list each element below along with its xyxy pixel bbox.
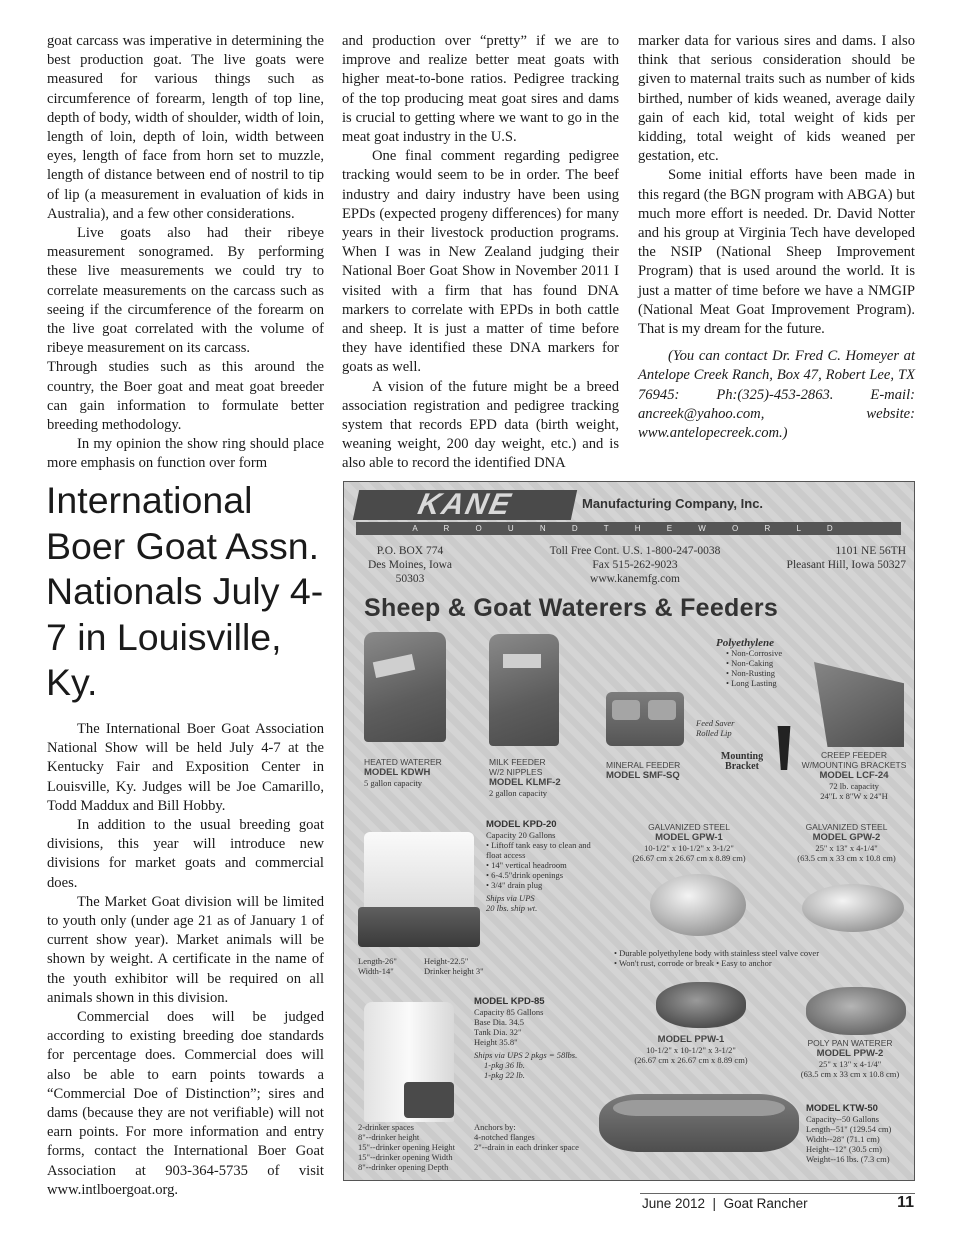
polyethylene-features: Polyethylene • Non-Corrosive • Non-Caking • Non-Rusting • Long Lasting — [716, 637, 783, 688]
kpd20-spec: MODEL KPD-20 Capacity 20 Gallons • Liftoff tank easy to clean and float access • 14" vertical headroom • 6-4.5"drink openings • 3/4" drain plug Ships via UPS 20 lbs. ship wt. — [486, 819, 591, 913]
kane-advertisement — [343, 481, 915, 1181]
paragraph: marker data for various sires and dams. I also think that serious consideration should be given to maternal traits such as number of kids birthed, number of kids weaned, average daily gain of each kid, total weight of kids per kidding, total weight of kids weaned per gestation, etc. — [638, 33, 915, 165]
kpd85-anchor-specs: Anchors by: 4-notched flanges 2"--drain in each drinker space — [474, 1122, 579, 1152]
kpd85-spec: MODEL KPD-85 Capacity 85 Gallons Base Dia. 34.5 Tank Dia. 32" Height 35.8" Ships via UPS 2 pkgs = 58lbs. 1-pkg 36 lb. 1-pkg 22 lb. — [474, 996, 578, 1080]
gpw1-label: GALVANIZED STEEL MODEL GPW-1 10-1/2" x 10-1/2" x 3-1/2" (26.67 cm x 26.67 cm x 8.89 cm) — [632, 822, 746, 863]
milk-feeder-image — [489, 634, 559, 746]
paragraph: Through studies such as this around the country, the Boer goat and meat goat breeder can gain information to formulate better breeding methodology. — [47, 359, 324, 434]
author-contact: (You can contact Dr. Fred C. Homeyer at Antelope Creek Ranch, Box 47, Robert Lee, TX 76945: Ph:(325)-453-2863. E-mail: ancreek@yahoo.com, website: www.antelopecreek.com.) — [638, 348, 915, 442]
kpd20-dimensions: Length-26" Width-14" — [358, 956, 397, 976]
smf-label: MINERAL FEEDER MODEL SMF-SQ — [606, 760, 681, 781]
issue-label: June 2012 | Goat Rancher — [642, 1196, 808, 1211]
article-column-2 — [342, 32, 619, 474]
paragraph: and production over “pretty” if we are to improve and realize better meat goats with higher meat-to-bone ratios. Pedigree tracking of the top producing meat goat sires and dams is crucial to getting where we want to go in the meat goat industry in the U.S. — [342, 33, 619, 146]
paragraph: In addition to the usual breeding goat divisions, this year will introduce new divisions for market goats and commercial does. — [47, 817, 324, 891]
article-column-3 — [638, 32, 915, 443]
mounting-bracket-image — [776, 726, 792, 770]
kane-logo: KANE — [353, 490, 577, 520]
contact-info: Toll Free Cont. U.S. 1-800-247-0038 Fax 515-262-9023 www.kanemfg.com — [549, 545, 721, 585]
lcf-label: CREEP FEEDER W/MOUNTING BRACKETS MODEL LCF-24 72 lb. capacity 24"L x 8"W x 24"H — [801, 750, 907, 801]
kdwh-label: HEATED WATERER MODEL KDWH 5 gallon capacity — [364, 757, 442, 788]
ppw1-pan-image — [656, 982, 746, 1028]
heated-waterer-image — [364, 632, 446, 742]
address-po-box: P.O. BOX 774 Des Moines, Iowa 50303 — [368, 545, 452, 585]
page-number: 11 — [897, 1194, 914, 1211]
kpd20-heights: Height-22.5" Drinker height 3" — [424, 956, 484, 976]
page-footer — [642, 1196, 914, 1211]
address-street: 1101 NE 56TH Pleasant Hill, Iowa 50327 — [786, 545, 906, 571]
feed-saver-label: Feed Saver Rolled Lip — [696, 718, 735, 738]
ppw2-pan-image — [806, 987, 906, 1035]
paragraph: Some initial efforts have been made in this regard (the BGN program with ABGA) but much more effort is needed. Dr. David Notter and his group at Virginia Tech have developed the NSIP (National Sheep Improvement Program) that is used around the world. It is just a matter of time before we have a NMGIP (National Meat Goat Improvement Program). That is my dream for the future. — [638, 167, 915, 338]
footer-rule — [640, 1193, 915, 1194]
paragraph: In my opinion the show ring should place more emphasis on function over form — [47, 436, 324, 472]
ppw1-label: MODEL PPW-1 10-1/2" x 10-1/2" x 3-1/2" (26.67 cm x 26.67 cm x 8.89 cm) — [634, 1034, 748, 1065]
klmf-label: MILK FEEDER W/2 NIPPLES MODEL KLMF-2 2 gallon capacity — [489, 757, 561, 798]
article-headline: International Boer Goat Assn. Nationals July 4-7 in Louisville, Ky. — [46, 479, 324, 703]
paragraph: Commercial does will be judged according to existing breeding doe standards for percentage does. Commercial does will also be able to earn points towards a “Commercial Doe of Distinction”; sires and dams (because they are not verifiable) will not earn points. For more information and entry forms, contact the International Boer Goat Association at 903-364-5735 of visit www.intlboergoat.org. — [47, 1009, 324, 1198]
article-column-1 — [47, 32, 324, 474]
paragraph: A vision of the future might be a breed association registration and pedigree tracking system that records EPD data (birth weight, weaning weight, 200 day weight, etc.) and is also able to record the identified DNA — [342, 378, 619, 472]
gpw1-bowl-image — [650, 874, 746, 936]
ibga-article — [47, 720, 324, 1200]
mineral-feeder-image — [606, 692, 684, 746]
gpw2-bowl-image — [802, 884, 904, 932]
kpd20-base-image — [358, 907, 480, 947]
ktw-tank-image — [599, 1094, 799, 1152]
ktw-spec: MODEL KTW-50 Capacity--50 Gallons Length--51" (129.54 cm) Width--28" (71.1 cm) Height--12" (30.5 cm) Weight--16 lbs. (7.3 cm) — [806, 1103, 892, 1164]
paragraph: One final comment regarding pedigree tracking would seem to be in order. The beef industry and dairy industry have been using EPDs (expected progeny differences) for many years in their livestock production programs. When I was in New Zealand judging their National Boer Goat Show in November 2011 I visited with a firm that has found DNA markers to correlate with EPDs in both cattle and sheep. It is just a matter of time before they have identified these DNA markers for goats as well. — [342, 148, 619, 376]
gpw-notes: • Durable polyethylene body with stainless steel valve cover • Won't rust, corrode or break • Easy to anchor — [614, 948, 820, 968]
mounting-bracket-label: Mounting Bracket — [720, 751, 764, 772]
paragraph: The International Boer Goat Association National Show will be held July 4-7 at the Kentucky Fair and Exposition Center in Louisville, Ky. Judges will be Joe Camarillo, Todd Maddux and Bill Hobby. — [47, 721, 324, 814]
ad-title: Sheep & Goat Waterers & Feeders — [364, 594, 779, 622]
creep-feeder-image — [814, 662, 904, 747]
tagline-bar: A R O U N D T H E W O R L D — [356, 522, 901, 535]
kpd20-tank-image — [364, 832, 474, 912]
paragraph: The Market Goat division will be limited to youth only (under age 21 as of January 1 of current show year). Market animals will be shown by weight. A certificate in the name of the youth exhibitor will be required on all animals shown in this division. — [47, 893, 324, 1006]
gpw2-label: GALVANIZED STEEL MODEL GPW-2 25" x 13" x 4-1/4" (63.5 cm x 33 cm x 10.8 cm) — [797, 822, 896, 863]
company-name: Manufacturing Company, Inc. — [582, 496, 764, 511]
paragraph: Live goats also had their ribeye measurement sonogramed. By performing these live measurements we could try to correlate measurements on the carcass such as seeing if the circumference of the forearm on the live goat correlated with the volume of ribeye measurement on its carcass. — [47, 225, 324, 357]
paragraph: goat carcass was imperative in determining the best production goat. The live goats were measured for various things such as circumference of forearm, length of top line, depth of body, width of shoulder, width of loin, length of loin, depth of loin, width between eyes, length of face from horn set to muzzle, length of distance between end of nostril to tip of lip (a measurement in evaluation of kids in Australia), and a few other considerations. — [47, 33, 324, 222]
kpd85-drinker-specs: 2-drinker spaces 8"--drinker height 15"--drinker opening Height 15"--drinker opening Width 8"--drinker opening Depth — [358, 1122, 455, 1172]
kpd85-base-image — [404, 1082, 454, 1118]
ppw2-label: POLY PAN WATERER MODEL PPW-2 25" x 13" x 4-1/4" (63.5 cm x 33 cm x 10.8 cm) — [800, 1038, 900, 1079]
